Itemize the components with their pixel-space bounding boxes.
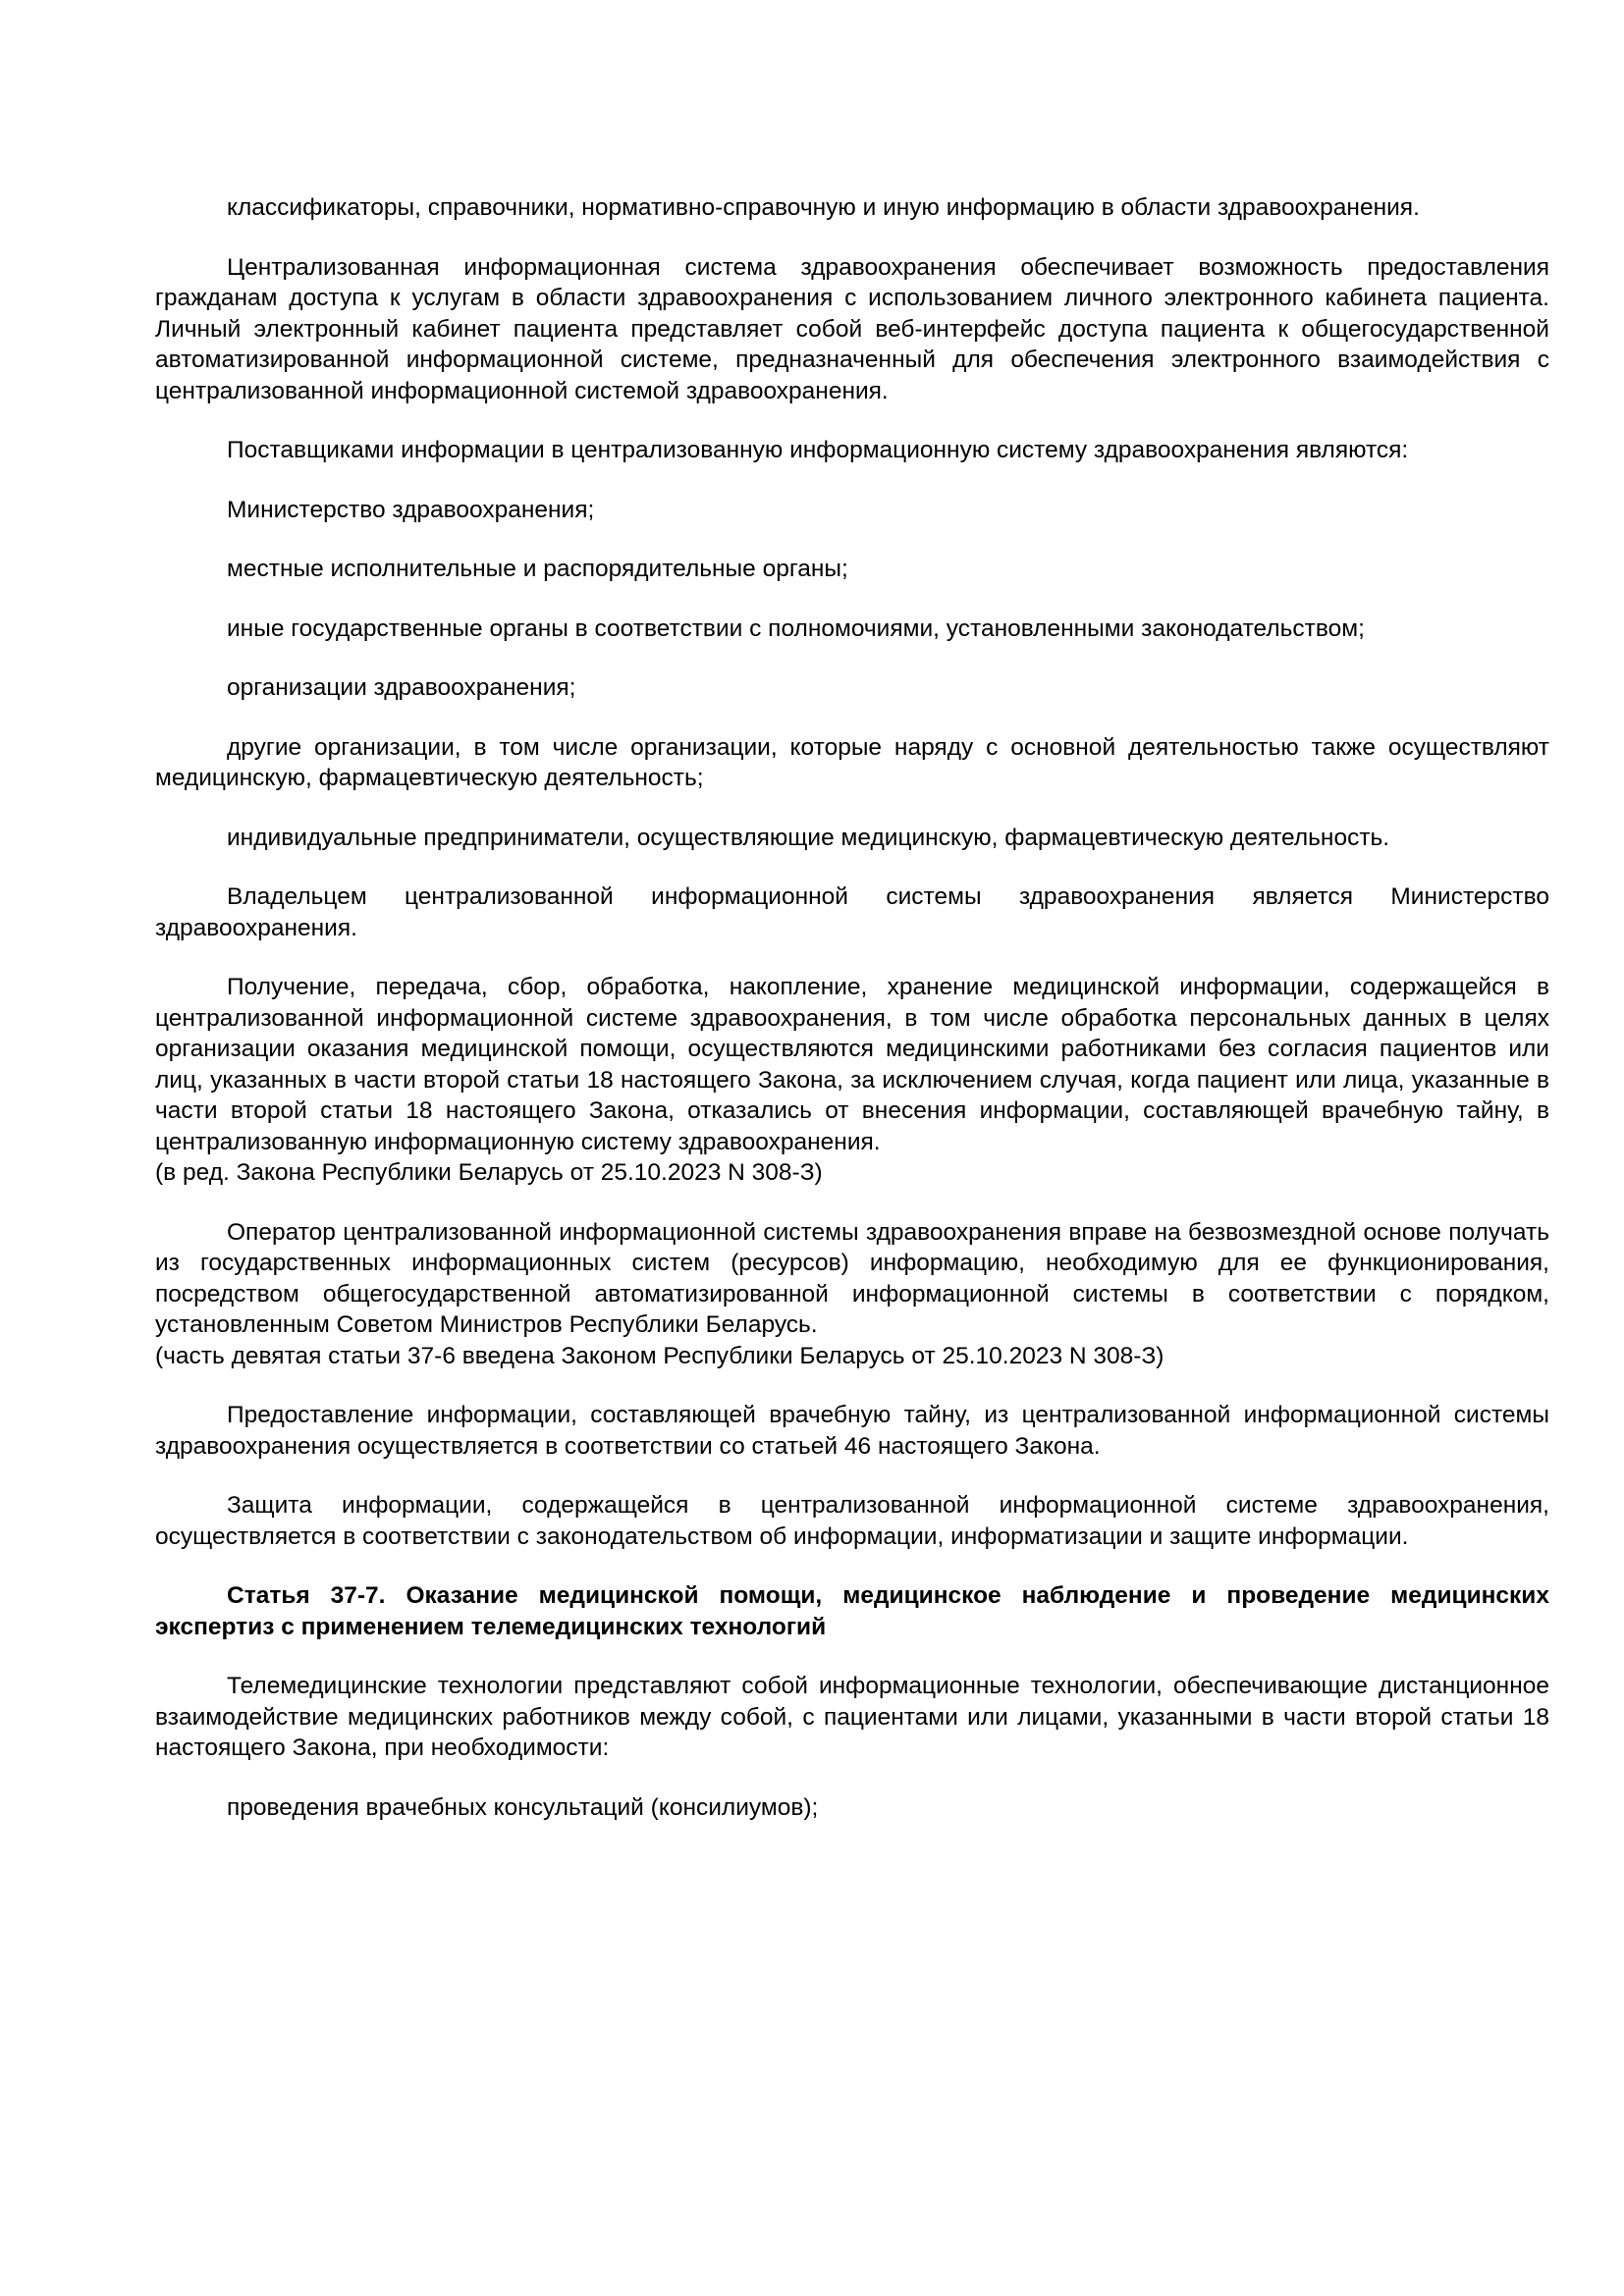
paragraph: Телемедицинские технологии представляют собой информационные технологии, обеспечивающие дистанционное взаимодействие медицинских работников между собой, с пациентами или лицами, указанными в части второй статьи 18 настоящего Закона, при необходимости: [155, 1673, 1549, 1761]
paragraph: Владельцем централизованной информационной системы здравоохранения является Министерство здравоохранения. [155, 883, 1549, 941]
list-item: проведения врачебных консультаций (консилиумов); [227, 1793, 819, 1821]
list-item: иные государственные органы в соответствии с полномочиями, установленными законодательством; [227, 614, 1365, 642]
paragraph: Защита информации, содержащейся в централизованной информационной системе здравоохранения, осуществляется в соответствии с законодательством об информации, информатизации и защите информации. [155, 1492, 1549, 1550]
paragraph-text: Оператор централизованной информационной системы здравоохранения вправе на безвозмездной основе получать из государственных информационных систем (ресурсов) информацию, необходимую для ее функционирования, посредством общегосударственной автоматизированной информационной системы в соответствии с порядком, установленным Советом Министров Республики Беларусь. [155, 1218, 1549, 1338]
paragraph-with-note [155, 972, 1549, 1189]
paragraph: Централизованная информационная система здравоохранения обеспечивает возможность предоставления гражданам доступа к услугам в области здравоохранения с использованием личного электронного кабинета пациента. Личный электронный кабинет пациента представляет собой веб-интерфейс доступа пациента к общегосударственной автоматизированной информационной системе, предназначенный для обеспечения электронного взаимодействия с централизованной информационной системой здравоохранения. [155, 253, 1549, 404]
paragraph: классификаторы, справочники, нормативно-справочную и иную информацию в области здравоохранения. [227, 194, 1420, 221]
paragraph: другие организации, в том числе организации, которые наряду с основной деятельностью также осуществляют медицинскую, фармацевтическую деятельность; [155, 733, 1549, 791]
list-item: Министерство здравоохранения; [227, 496, 595, 523]
amendment-note: (часть девятая статьи 37-6 введена Законом Республики Беларусь от 25.10.2023 N 308-З) [155, 1342, 1164, 1369]
document-page [155, 192, 1549, 1851]
paragraph-text: Получение, передача, сбор, обработка, накопление, хранение медицинской информации, содержащейся в централизованной информационной системе здравоохранения, в том числе обработка персональных данных в целях организации оказания медицинской помощи, осуществляются медицинскими работниками без согласия пациентов или лиц, указанных в части второй статьи 18 настоящего Закона, за исключением случая, когда пациент или лица, указанные в части второй статьи 18 настоящего Закона, отказались от внесения информации, составляющей врачебную тайну, в централизованную информационную систему здравоохранения. [155, 974, 1549, 1155]
paragraph: Поставщиками информации в централизованную информационную систему здравоохранения являются: [227, 437, 1409, 463]
paragraph: Предоставление информации, составляющей врачебную тайну, из централизованной информационной системы здравоохранения осуществляется в соответствии со статьей 46 настоящего Закона. [155, 1402, 1549, 1460]
article-heading: Статья 37-7. Оказание медицинской помощи, медицинское наблюдение и проведение медицинских экспертиз с применением телемедицинских технологий [155, 1582, 1549, 1640]
amendment-note: (в ред. Закона Республики Беларусь от 25.10.2023 N 308-З) [155, 1159, 823, 1186]
list-item: организации здравоохранения; [227, 674, 576, 701]
list-item: местные исполнительные и распорядительные органы; [227, 556, 848, 582]
paragraph: индивидуальные предприниматели, осуществляющие медицинскую, фармацевтическую деятельность. [227, 824, 1390, 851]
paragraph-with-note [155, 1217, 1549, 1372]
